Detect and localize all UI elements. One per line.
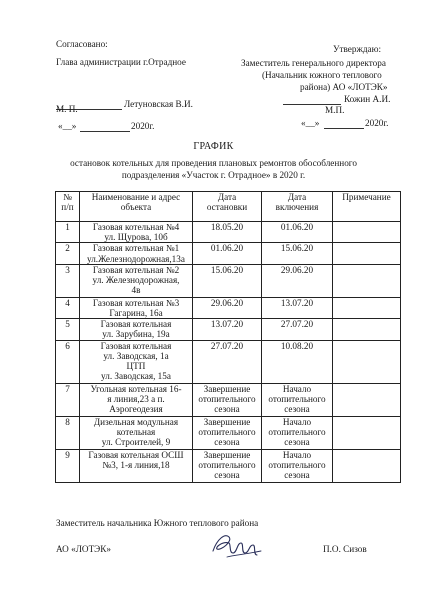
cell-stop-date: 27.07.20 bbox=[193, 340, 262, 383]
document-title: ГРАФИК bbox=[193, 141, 234, 152]
approve-position-2: (Начальник южного теплового bbox=[262, 70, 382, 80]
cell-note bbox=[333, 449, 401, 482]
table-row bbox=[56, 264, 401, 297]
cell-start-date: Начало отопительного сезона bbox=[262, 449, 333, 482]
cell-stop-date: 18.05.20 bbox=[193, 222, 262, 243]
cell-name: Газовая котельная №1 ул.Железнодорожная,13а bbox=[80, 243, 193, 264]
cell-stop-date: 01.06.20 bbox=[193, 243, 262, 264]
footer-position-2: АО «ЛОТЭК» bbox=[56, 544, 111, 554]
cell-start-date: 13.07.20 bbox=[262, 297, 333, 318]
approve-date-prefix: «__» bbox=[301, 118, 320, 128]
cell-name: Угольная котельная 16- я линия,23 а п. Аэрогеодезия bbox=[80, 383, 193, 416]
cell-stop-date: Завершение отопительного сезона bbox=[193, 383, 262, 416]
footer-position-1: Заместитель начальника Южного теплового района bbox=[56, 518, 259, 528]
cell-start-date: Начало отопительного сезона bbox=[262, 383, 333, 416]
agreed-stamp: М. П. bbox=[56, 104, 78, 114]
cell-stop-date: Завершение отопительного сезона bbox=[193, 416, 262, 449]
cell-num: 3 bbox=[56, 264, 80, 297]
cell-name: Газовая котельная ул. Заводская, 1а ЦТП ул. Заводская, 15а bbox=[80, 340, 193, 383]
header-name: Наименование и адрес объекта bbox=[80, 192, 193, 222]
cell-note bbox=[333, 264, 401, 297]
table-row bbox=[56, 340, 401, 383]
cell-num: 8 bbox=[56, 416, 80, 449]
table-header-row bbox=[56, 192, 401, 222]
cell-note bbox=[333, 222, 401, 243]
agreed-position: Глава администрации г.Отрадное bbox=[56, 57, 186, 67]
cell-name: Газовая котельная №4 ул. Щурова, 10б bbox=[80, 222, 193, 243]
cell-num: 6 bbox=[56, 340, 80, 383]
cell-num: 9 bbox=[56, 449, 80, 482]
cell-name: Газовая котельная ул. Зарубина, 19а bbox=[80, 319, 193, 340]
header-start-date: Дата включения bbox=[262, 192, 333, 222]
cell-start-date: 29.06.20 bbox=[262, 264, 333, 297]
cell-start-date: Начало отопительного сезона bbox=[262, 416, 333, 449]
cell-stop-date: 29.06.20 bbox=[193, 297, 262, 318]
table-row bbox=[56, 416, 401, 449]
cell-note bbox=[333, 319, 401, 340]
approve-position-1: Заместитель генерального директора bbox=[241, 58, 386, 68]
document-subtitle-1: остановок котельных для проведения плановых ремонтов обособленного bbox=[70, 158, 357, 168]
table-row bbox=[56, 222, 401, 243]
agreed-date-prefix: «__» bbox=[58, 121, 77, 131]
cell-start-date: 01.06.20 bbox=[262, 222, 333, 243]
cell-stop-date: 13.07.20 bbox=[193, 319, 262, 340]
cell-name: Газовая котельная ОСШ №3, 1-я линия,18 bbox=[80, 449, 193, 482]
cell-num: 1 bbox=[56, 222, 80, 243]
cell-start-date: 10.08.20 bbox=[262, 340, 333, 383]
schedule-table bbox=[55, 191, 401, 483]
cell-start-date: 27.07.20 bbox=[262, 319, 333, 340]
table-row bbox=[56, 449, 401, 482]
cell-name: Дизельная модульная котельная ул. Строителей, 9 bbox=[80, 416, 193, 449]
cell-num: 4 bbox=[56, 297, 80, 318]
cell-note bbox=[333, 297, 401, 318]
table-row bbox=[56, 297, 401, 318]
cell-note bbox=[333, 340, 401, 383]
table-row bbox=[56, 319, 401, 340]
cell-name: Газовая котельная №3 Гагарина, 16а bbox=[80, 297, 193, 318]
cell-stop-date: Завершение отопительного сезона bbox=[193, 449, 262, 482]
agreed-label: Согласовано: bbox=[56, 39, 108, 49]
cell-note bbox=[333, 416, 401, 449]
cell-num: 7 bbox=[56, 383, 80, 416]
approve-date-suffix: 2020г. bbox=[365, 118, 389, 128]
agreed-name: Летуновская В.И. bbox=[124, 99, 193, 109]
approve-position-3: района) АО «ЛОТЭК» bbox=[300, 82, 388, 92]
table-row bbox=[56, 243, 401, 264]
footer-name: П.О. Сизов bbox=[323, 544, 367, 554]
header-note: Примечание bbox=[333, 192, 401, 222]
right-date-line bbox=[324, 128, 364, 129]
approve-stamp: М.П. bbox=[325, 105, 345, 115]
cell-note bbox=[333, 243, 401, 264]
signature-image bbox=[207, 527, 267, 561]
cell-stop-date: 15.06.20 bbox=[193, 264, 262, 297]
header-stop-date: Дата остановки bbox=[193, 192, 262, 222]
cell-note bbox=[333, 383, 401, 416]
cell-num: 2 bbox=[56, 243, 80, 264]
approve-label: Утверждаю: bbox=[333, 44, 381, 54]
cell-num: 5 bbox=[56, 319, 80, 340]
approve-name: Кожин А.И. bbox=[344, 94, 391, 104]
agreed-date-suffix: 2020г. bbox=[131, 121, 155, 131]
cell-start-date: 15.06.20 bbox=[262, 243, 333, 264]
document-subtitle-2: подразделения «Участок г. Отрадное» в 2020 г. bbox=[121, 170, 306, 180]
header-num: № п/п bbox=[56, 192, 80, 222]
left-date-line bbox=[80, 131, 130, 132]
cell-name: Газовая котельная №2 ул. Железнодорожная, 4в bbox=[80, 264, 193, 297]
table-row bbox=[56, 383, 401, 416]
